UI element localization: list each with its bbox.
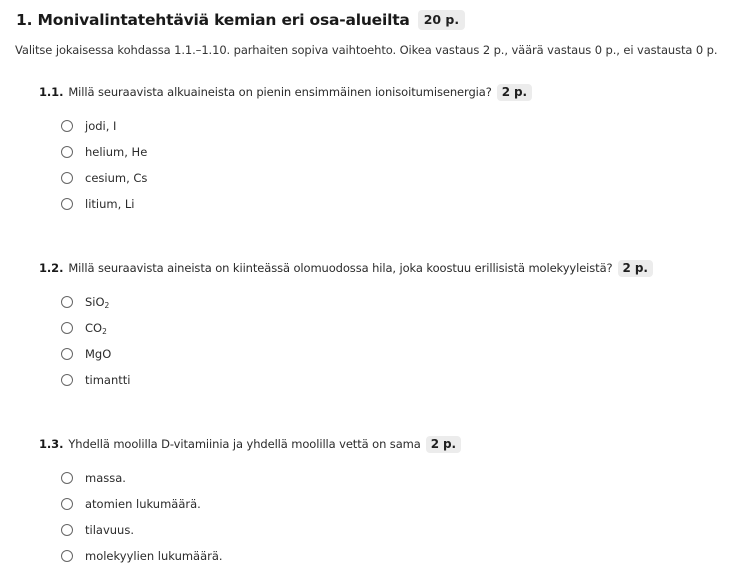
answer-option-cesium[interactable] <box>61 165 729 191</box>
section-title: 1. Monivalintatehtäviä kemian eri osa-alueilta <box>16 11 410 29</box>
answer-option-molekyylien-lukumaara[interactable] <box>61 543 729 569</box>
question-text: Millä seuraavista aineista on kiinteässä olomuodossa hila, joka koostuu erillisistä molekyyleistä? <box>68 261 613 275</box>
radio-button[interactable] <box>61 498 73 510</box>
answer-option-litium[interactable] <box>61 191 729 217</box>
answer-options <box>39 289 729 393</box>
option-label: atomien lukumäärä. <box>85 497 201 511</box>
section-points-badge: 20 p. <box>418 10 465 30</box>
option-label: massa. <box>85 471 126 485</box>
section-instructions: Valitse jokaisessa kohdassa 1.1.–1.10. parhaiten sopiva vaihtoehto. Oikea vastaus 2 p., väärä vastaus 0 p., ei vastausta 0 p. <box>15 43 718 57</box>
formula-subscript: 2 <box>102 327 107 336</box>
question-1-2 <box>39 259 729 393</box>
formula-text: CO <box>85 321 103 335</box>
radio-button[interactable] <box>61 550 73 562</box>
answer-option-massa[interactable] <box>61 465 729 491</box>
question-number: 1.1. <box>39 85 64 99</box>
answer-option-jodi[interactable] <box>61 113 729 139</box>
radio-button[interactable] <box>61 146 73 158</box>
question-line <box>39 83 729 101</box>
question-points-badge: 2 p. <box>497 84 532 101</box>
question-number: 1.3. <box>39 437 64 451</box>
option-label: litium, Li <box>85 197 135 211</box>
question-number: 1.2. <box>39 261 64 275</box>
answer-option-mgo[interactable] <box>61 341 729 367</box>
radio-button[interactable] <box>61 524 73 536</box>
question-line <box>39 435 729 453</box>
formula-text: SiO <box>85 295 105 309</box>
radio-button[interactable] <box>61 120 73 132</box>
answer-option-helium[interactable] <box>61 139 729 165</box>
option-label: helium, He <box>85 145 148 159</box>
section-header <box>16 8 729 32</box>
question-text: Yhdellä moolilla D-vitamiinia ja yhdellä moolilla vettä on sama <box>68 437 421 451</box>
option-label <box>85 295 109 309</box>
radio-button[interactable] <box>61 374 73 386</box>
answer-option-timantti[interactable] <box>61 367 729 393</box>
answer-options <box>39 465 729 569</box>
option-label: timantti <box>85 373 131 387</box>
radio-button[interactable] <box>61 172 73 184</box>
question-1-1 <box>39 83 729 217</box>
option-label: cesium, Cs <box>85 171 148 185</box>
answer-options <box>39 113 729 217</box>
option-label: jodi, I <box>85 119 117 133</box>
option-label: tilavuus. <box>85 523 134 537</box>
radio-button[interactable] <box>61 322 73 334</box>
formula-subscript: 2 <box>104 301 110 310</box>
question-points-badge: 2 p. <box>618 260 653 277</box>
question-1-3 <box>39 435 729 569</box>
answer-option-co2[interactable] <box>61 315 729 341</box>
answer-option-atomien-lukumaara[interactable] <box>61 491 729 517</box>
option-label: molekyylien lukumäärä. <box>85 549 223 563</box>
option-label: MgO <box>85 347 112 361</box>
radio-button[interactable] <box>61 198 73 210</box>
radio-button[interactable] <box>61 296 73 308</box>
question-text: Millä seuraavista alkuaineista on pienin ensimmäinen ionisoitumisenergia? <box>68 85 492 99</box>
radio-button[interactable] <box>61 348 73 360</box>
answer-option-sio2[interactable] <box>61 289 729 315</box>
radio-button[interactable] <box>61 472 73 484</box>
option-label <box>85 321 107 335</box>
answer-option-tilavuus[interactable] <box>61 517 729 543</box>
question-points-badge: 2 p. <box>426 436 461 453</box>
question-line <box>39 259 729 277</box>
